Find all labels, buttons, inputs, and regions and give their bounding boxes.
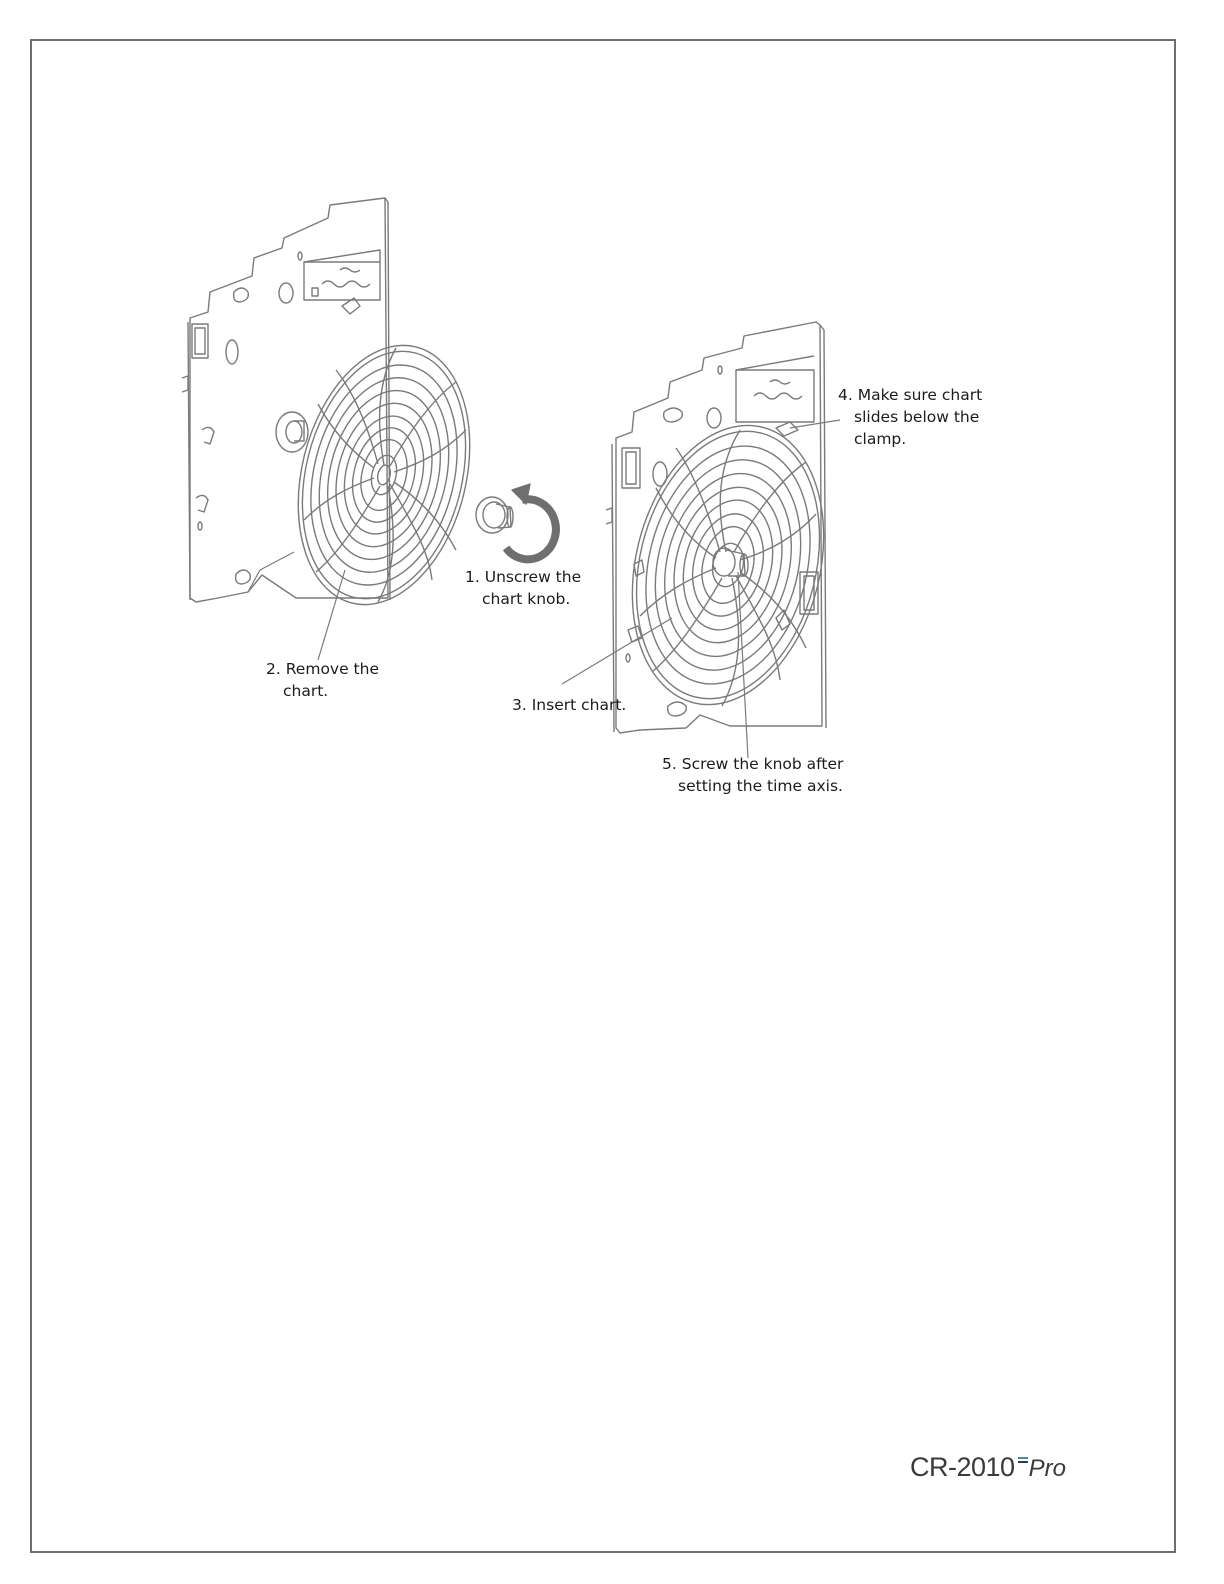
brand-model: CR-2010 [910, 1452, 1015, 1482]
right-mounting-plate [606, 322, 826, 733]
step-5-label: 5. Screw the knob after setting the time axis. [662, 755, 844, 795]
step-4-label: 4. Make sure chart slides below the clamp. [838, 386, 983, 448]
step-3-label: 3. Insert chart. [512, 696, 627, 714]
step-2-label: 2. Remove the chart. [266, 660, 379, 700]
brand-stripe-icon [1018, 1457, 1028, 1467]
left-chart-disc [273, 327, 496, 623]
right-chart-disc [604, 405, 851, 725]
brand-suffix: Pro [1028, 1455, 1066, 1482]
product-logo [910, 1452, 1066, 1483]
rotate-arrow-icon [506, 484, 556, 559]
step-1-label: 1. Unscrew the chart knob. [465, 568, 582, 608]
chart-knob [476, 497, 513, 533]
left-mounting-plate [182, 198, 390, 602]
right-knob-stud [713, 548, 748, 576]
